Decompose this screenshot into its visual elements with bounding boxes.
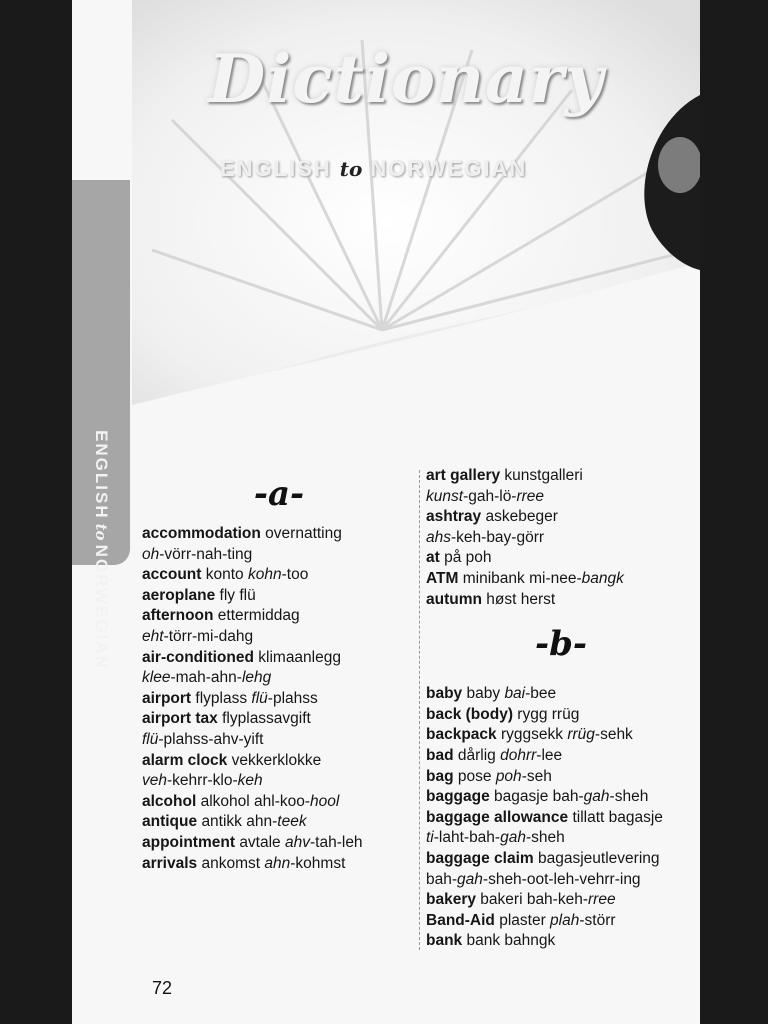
entry-pronunciation: -störr xyxy=(579,911,616,929)
entry-headword: Band-Aid xyxy=(426,911,495,929)
entry-translation: baby xyxy=(466,685,501,703)
pronunciation-segment: lehg xyxy=(241,669,272,687)
entry-pronunciation-stress: rree xyxy=(588,891,616,909)
pronunciation-segment: ahs xyxy=(426,528,451,546)
pronunciation-segment: -laht-bah- xyxy=(433,829,501,847)
pronunciation-segment: oh xyxy=(142,545,160,563)
entry-pronunciation: -tah-leh xyxy=(310,833,363,851)
entry-pronunciation: -sehk xyxy=(594,726,633,744)
entry-pronunciation: -too xyxy=(281,566,309,584)
entry-line xyxy=(426,705,696,726)
entry-translation: bakeri bah-keh- xyxy=(480,891,588,909)
entry-pronunciation-stress: plah xyxy=(550,911,580,929)
entry-headword: baggage xyxy=(426,788,490,806)
header-illustration xyxy=(132,0,700,405)
entry-translation: avtale xyxy=(239,833,281,851)
entry-line xyxy=(426,507,696,528)
entry-headword: art gallery xyxy=(426,467,501,484)
entry-headword: alarm clock xyxy=(142,751,228,769)
pronunciation-segment: -mah-ahn- xyxy=(170,669,242,687)
entry-line xyxy=(426,569,696,590)
pronunciation-segment: -sheh xyxy=(525,829,565,847)
entry-pronunciation: -seh xyxy=(521,767,552,785)
entry-line xyxy=(426,931,696,952)
entry-line xyxy=(142,586,410,607)
pronunciation-segment: keh xyxy=(237,772,263,790)
entry-pronunciation: -plahss xyxy=(267,689,318,707)
entry-pronunciation: -lee xyxy=(536,746,563,764)
entry-translation: bagasjeutlevering xyxy=(538,849,660,867)
entry-line xyxy=(426,590,696,611)
pronunciation-segment: gah xyxy=(457,870,483,888)
pronunciation-segment: flü xyxy=(142,730,159,748)
entry-pronunciation-stress: poh xyxy=(495,767,522,785)
entry-pronunciation-line xyxy=(426,828,696,849)
entry-line xyxy=(426,746,696,767)
entry-headword: back (body) xyxy=(426,705,513,723)
entry-pronunciation-line xyxy=(426,487,696,508)
entry-translation: pose xyxy=(457,767,492,785)
section-letter-heading: -b- xyxy=(534,624,588,665)
entry-headword: ATM xyxy=(426,569,459,587)
entry-line xyxy=(426,849,696,870)
pronunciation-segment: -sheh-oot-leh-vehrr-ing xyxy=(482,870,641,888)
entry-pronunciation-line xyxy=(142,730,410,751)
entry-headword: bag xyxy=(426,767,454,785)
entry-translation: fly flü xyxy=(219,586,256,604)
entry-headword: baby xyxy=(426,685,463,703)
entry-translation: antikk ahn- xyxy=(201,813,278,831)
entry-pronunciation-line xyxy=(426,528,696,549)
page-subtitle xyxy=(220,156,527,182)
subtitle-target-language: NORWEGIAN xyxy=(370,156,528,181)
entry-pronunciation-line xyxy=(142,545,410,566)
entry-line xyxy=(426,684,696,705)
dictionary-page xyxy=(72,0,700,1024)
pronunciation-segment: -vörr-nah-ting xyxy=(159,545,253,563)
entry-line xyxy=(142,792,410,813)
pronunciation-segment: -kehrr-klo- xyxy=(167,772,238,790)
entry-headword: appointment xyxy=(142,833,235,851)
entry-pronunciation-line xyxy=(142,668,410,689)
entry-translation: dårlig xyxy=(457,746,496,764)
entry-pronunciation: -sheh xyxy=(609,788,649,806)
entry-translation: bank bahngk xyxy=(466,932,556,950)
entry-pronunciation: -kohmst xyxy=(290,854,346,872)
entry-headword: antique xyxy=(142,813,198,831)
entry-pronunciation-stress: gah xyxy=(583,788,610,806)
side-tab-label xyxy=(91,430,111,670)
entry-translation: ankomst xyxy=(201,854,261,872)
pronunciation-segment: kunst xyxy=(426,487,464,505)
entry-line xyxy=(142,524,410,545)
column-right xyxy=(426,466,696,952)
entry-headword: ashtray xyxy=(426,508,482,526)
entry-translation: overnatting xyxy=(265,525,342,542)
entry-headword: airport tax xyxy=(142,710,218,728)
pronunciation-segment: eht xyxy=(142,627,164,645)
entry-headword: backpack xyxy=(426,726,497,744)
pronunciation-segment: veh xyxy=(142,772,167,790)
entry-pronunciation-stress: rrüg xyxy=(567,726,595,744)
entry-headword: air-conditioned xyxy=(142,648,254,666)
entry-headword: baggage claim xyxy=(426,849,534,867)
pronunciation-segment: gah xyxy=(500,829,526,847)
pronunciation-segment: -törr-mi-dahg xyxy=(163,627,254,645)
column-left xyxy=(142,474,410,874)
side-tab-source: ENGLISH xyxy=(92,430,111,520)
entry-line xyxy=(426,911,696,932)
entry-headword: aeroplane xyxy=(142,586,216,604)
entry-pronunciation-stress: dohrr xyxy=(500,746,537,764)
entry-translation: flyplass xyxy=(195,689,248,707)
entry-line xyxy=(142,833,410,854)
section-letter: b xyxy=(549,624,573,665)
entry-headword: afternoon xyxy=(142,607,214,625)
entry-translation: bagasje bah- xyxy=(494,788,584,806)
entry-pronunciation-stress: hool xyxy=(310,792,340,810)
entry-headword: bakery xyxy=(426,891,476,909)
entry-line xyxy=(142,689,410,710)
pronunciation-segment: bah- xyxy=(426,870,458,888)
entry-pronunciation-line xyxy=(142,771,410,792)
entry-headword: at xyxy=(426,549,440,567)
column-divider xyxy=(419,470,420,950)
entry-headword: arrivals xyxy=(142,854,198,872)
entry-translation: konto xyxy=(205,566,244,584)
entry-pronunciation-stress: flü xyxy=(251,689,268,707)
entry-translation: ryggsekk xyxy=(500,726,564,744)
entry-line xyxy=(142,648,410,669)
pronunciation-segment: ti xyxy=(426,829,434,847)
section-letter: a xyxy=(267,474,291,514)
entry-pronunciation-stress: ahv xyxy=(285,833,310,851)
subtitle-to: to xyxy=(339,157,363,181)
entry-pronunciation-stress: bangk xyxy=(581,569,624,587)
entry-translation: rygg rrüg xyxy=(517,705,580,723)
entry-headword: bad xyxy=(426,746,454,764)
entry-headword: alcohol xyxy=(142,792,197,810)
entry-translation: vekkerklokke xyxy=(231,751,322,769)
entry-translation: flyplassavgift xyxy=(222,710,311,728)
entry-pronunciation: -bee xyxy=(525,685,557,703)
entry-line xyxy=(142,751,410,772)
section-side-tab xyxy=(72,180,130,670)
entry-pronunciation-stress: kohn xyxy=(247,566,282,584)
entry-translation: kunstgalleri xyxy=(504,467,583,484)
entry-pronunciation-stress: ahn xyxy=(264,854,291,872)
entry-translation: tillatt bagasje xyxy=(572,808,663,826)
entry-headword: bank xyxy=(426,932,463,950)
entry-translation: minibank mi-nee- xyxy=(462,569,582,587)
entry-line xyxy=(426,767,696,788)
entry-line xyxy=(426,466,696,487)
entry-headword: account xyxy=(142,566,202,584)
pronunciation-segment: rree xyxy=(516,487,545,505)
entry-headword: airport xyxy=(142,689,192,707)
page-title: Dictionary xyxy=(208,40,604,118)
entry-translation: plaster xyxy=(499,911,546,929)
entry-pronunciation-line xyxy=(142,627,410,648)
pronunciation-segment: -keh-bay-görr xyxy=(451,528,545,546)
side-tab-target: NORWEGIAN xyxy=(92,544,111,670)
entry-line xyxy=(142,812,410,833)
page-number: 72 xyxy=(152,978,173,998)
entry-headword: autumn xyxy=(426,590,482,608)
entry-translation: ettermiddag xyxy=(217,607,300,625)
entry-translation: høst herst xyxy=(486,590,556,608)
entry-line xyxy=(142,606,410,627)
entry-line xyxy=(142,565,410,586)
pronunciation-segment: klee xyxy=(142,669,171,687)
entry-line xyxy=(142,709,410,730)
side-tab-to: to xyxy=(92,523,110,541)
entry-line xyxy=(142,854,410,875)
entry-headword: accommodation xyxy=(142,525,261,542)
entry-translation: alkohol ahl-koo- xyxy=(200,792,311,810)
entry-pronunciation-line xyxy=(426,870,696,891)
entry-pronunciation-stress: teek xyxy=(277,813,307,831)
subtitle-source-language: ENGLISH xyxy=(220,156,332,181)
entry-line xyxy=(426,890,696,911)
pronunciation-segment: -plahss-ahv-yift xyxy=(158,730,264,748)
entry-translation: askebeger xyxy=(485,508,558,526)
entry-translation: på poh xyxy=(444,549,492,567)
entry-translation: klimaanlegg xyxy=(258,648,341,666)
entry-line xyxy=(426,787,696,808)
entry-line xyxy=(426,548,696,569)
pronunciation-segment: -gah-lö- xyxy=(463,487,517,505)
entry-line xyxy=(426,808,696,829)
entry-headword: baggage allowance xyxy=(426,808,569,826)
entry-line xyxy=(426,725,696,746)
section-letter-heading: -a- xyxy=(253,474,305,514)
entry-pronunciation-stress: bai xyxy=(504,685,526,703)
